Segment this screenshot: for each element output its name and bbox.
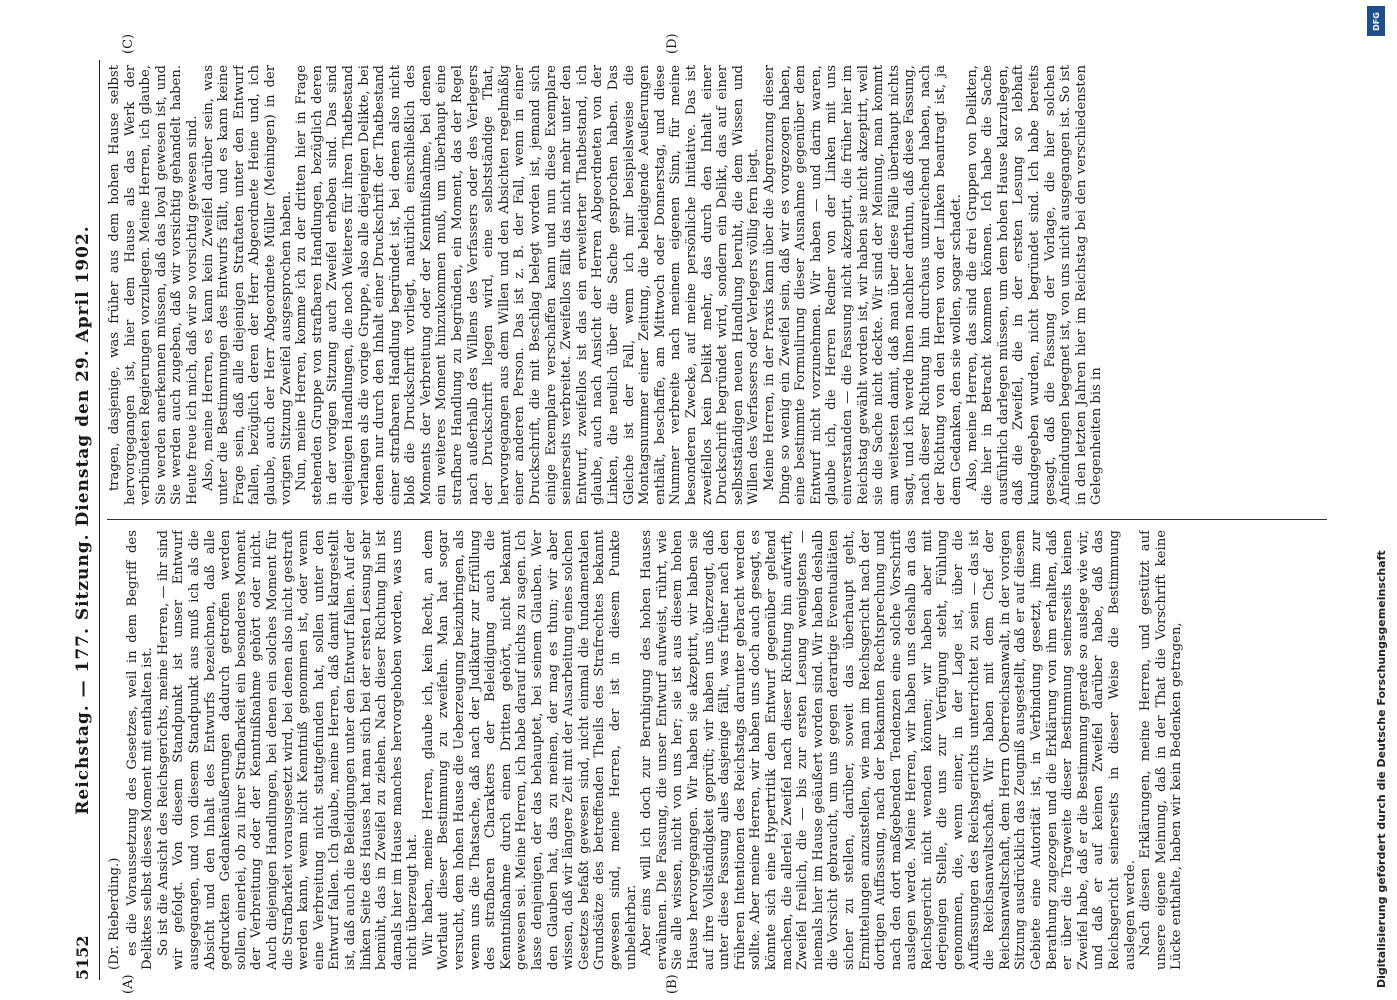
- paragraph: Aber eins will ich doch zur Beruhigung des hohen Hauses erwähnen. Die Fassung, die unser Entwurf aufweist, rührt, wie Sie alle wissen, nicht von uns her; sie ist aus diesem hohen Hause hervorgegangen. Wir haben sie akzeptirt, wir haben sie auf ihre Vollständigkeit geprüft; wir haben uns überzeugt, daß unter diese Fassung alles dasjenige fällt, was früher nach den früheren Intentionen des Reichstags darunter gebracht werden sollte. Aber meine Herren, wir haben uns doch auch gesagt, es könnte sich eine Hypertritik dem Entwurf gegenüber geltend machen, die allerlei Zweifel nach dieser Richtung hin aufwirft, Zweifel freilich, die — bis zur ersten Lesung wenigstens — niemals hier im Hause geäußert worden sind. Wir haben deshalb die Vorsicht gebraucht, um uns gegen derartige Eventualitäten sicher zu stellen, darüber, soweit das überhaupt geht, Ermittelungen anzustellen, wie man im Reichsgericht nach der dortigen Auffassung, nach der bekannten Rechtsprechung und nach den dort maßgebenden Tendenzen eine solche Vorschrift auslegen werde. Meine Herren, wir haben uns deshalb an das Reichsgericht nicht wenden können; wir haben aber mit derjenigen Stelle, die uns zur Verfügung steht, Fühlung genommen, die, wenn einer, in der Lage ist, über die Auffassungen des Reichsgerichts unterrichtet zu sein — das ist die Reichsanwaltschaft. Wir haben mit dem Chef der Reichsanwaltschaft, dem Herrn Oberreichsanwalt, in der vorigen Sitzung ausdrücklich das Zeugniß ausgestellt, daß er auf diesem Gebiete eine Autorität ist, in Verbindung gesetzt, ihm zur Berathung zugezogen und die Erklärung von ihm erhalten, daß er über die Tragweite dieser Bestimmung seinerseits keinen Zweifel habe, daß er die Bestimmung gerade so auslege wie wir, und daß er auf keinen Zweifel darüber habe, daß das Reichsgericht seinerseits in dieser Weise die Bestimmung auslegen werde.: [639, 530, 1138, 970]
- margin-marker-b: (B): [665, 974, 680, 994]
- document-page: [55, 33, 1345, 1000]
- paragraph: es die Voraussetzung des Gesetzes, weil in dem Begriff des Deliktes selbst dieses Moment mit enthalten ist.: [124, 530, 156, 970]
- watermark-text: Digitalisierung gefördert durch die Deutsche Forschungsgemeinschaft: [1375, 550, 1388, 988]
- speaker-label: (Dr. Rieberding.): [107, 857, 122, 970]
- header-rule: [99, 60, 100, 980]
- paragraph: tragen, dasjenige, was früher aus dem hohen Hause selbst hervorgegangen ist, hier dem Hause als das Werk der verbündeten Regierungen vorzulegen. Meine Herren, ich glaube, Sie werden anerkennen müssen, daß das loyal gewesen ist, und Sie werden auch zugeben, daß wir vorsichtig gehandelt haben. Heute freue ich mich, daß wir so vorsichtig gewesen sind.: [107, 65, 200, 505]
- paragraph: Also, meine Herren, das sind die drei Gruppen von Delikten, die hier in Betracht kommen können. Ich habe die Sache ausführlich darlegen müssen, um dem hohen Hause klarzulegen, daß die Zweifel, die in der ersten Lesung so lebhaft kundgegeben wurden, nicht begründet sind. Ich habe bereits gesagt, daß die Fassung der Vorlage, die hier solchen Anfeindungen begegnet ist, von uns nicht ausgegangen ist. So ist in den letzten Jahren hier im Reichstag bei den verschiedensten Gelegenheiten bis in: [964, 65, 1105, 505]
- column-divider: [107, 519, 1327, 520]
- margin-marker-c: (C): [121, 33, 136, 54]
- right-text-column: [107, 65, 1327, 505]
- paragraph: Nun, meine Herren, komme ich zu der dritten hier in Frage stehenden Gruppe von strafbaren Handlungen, bezüglich deren in der vorigen Sitzung auch Zweifel erhoben sind. Das sind diejenigen Handlungen, die noch Weiteres für ihren Thatbestand verlangen als die vorige Gruppe, also alle diejenigen Delikte, bei denen nur durch den Inhalt einer Druckschrift der Thatbestand einer strafbaren Handlung begründet ist, bei denen also nicht bloß die Druckschrift vorliegt, natürlich einschließlich des Moments der Verbreitung oder der Kenntnißnahme, bei denen ein weiteres Moment hinzukommen muß, um überhaupt eine strafbare Handlung zu begründen, ein Moment, das der Regel nach außerhalb des Willens des Verfassers oder des Verlegers der Druckschrift liegen wird, eine selbstständige That, hervorgegangen aus dem Willen und den Absichten regelmäßig einer anderen Person. Das ist z. B. der Fall, wenn in einer Druckschrift, die mit Beschlag belegt worden ist, jemand sich einige Exemplare verschaffen kann und nun diese Exemplare seinerseits verbreitet. Zweifellos fällt das nicht mehr unter den Entwurf, zweifellos ist das ein erweiterter Thatbestand, ich glaube, auch nach Ansicht der Herren Abgeordneten von der Linken, die neulich über die Sache gesprochen haben. Das Gleiche ist der Fall, wenn ich mir beispielsweise die Montagsnummer einer Zeitung, die beleidigende Aeußerungen enthält, beschaffe, am Mittwoch oder Donnerstag, und diese Nummer verbreite nach meinem eigenen Sinn, für meine besonderen Zwecke, auf meine persönliche Initiative. Das ist zweifellos kein Delikt mehr, das durch den Inhalt einer Druckschrift begründet wird, sondern ein Delikt, das auf einer selbstständigen neuen Handlung beruht, die dem Wissen und Willen des Verfassers oder Verlegers völlig fern liegt.: [294, 65, 762, 505]
- paragraph: Also, meine Herren, es kann kein Zweifel darüber sein, was unter die Bestimmungen des Entwurfs fällt, und es kann keine Frage sein, daß alle diejenigen Straftaten unter den Entwurf fallen, bezüglich deren der Herr Abgeordnete Heine und, ich glaube, auch der Herr Abgeordnete Müller (Meiningen) in der vorigen Sitzung Zweifel ausgesprochen haben.: [200, 65, 294, 505]
- page-number: 5152: [73, 935, 92, 980]
- margin-marker-a: (A): [121, 974, 136, 994]
- left-text-column: [107, 530, 1327, 970]
- paragraph: Meine Herren, in der Praxis kann über die Abgrenzung dieser Dinge so wenig ein Zweifel sein, daß wir es vorgezogen haben, eine bestimmte Formulirung dieser Ausnahme gegenüber dem Entwurf nicht vorzunehmen. Wir haben — und darin waren, glaube ich, die Herren Redner von der Linken mit uns einverstanden — die Fassung nicht akzeptirt, die früher hier im Reichstag gewählt worden ist, wir haben sie nicht akzeptirt, weil sie die Sache nicht deckte. Wir sind der Meinung, man kommt am weitesten damit, daß man über diese Fälle überhaupt nichts sagt, und ich werde Ihnen nachher darthun, daß diese Fassung, nach dieser Richtung hin durchaus unzureichend haben, nach der Richtung von den Herren von der Linken beantragt ist, ja dem Gedanken, den sie wollen, sogar schadet.: [761, 65, 965, 505]
- paragraph: Wir haben, meine Herren, glaube ich, kein Recht, an dem Wortlaut dieser Bestimmung zu zweifeln. Man hat sogar versucht, dem hohen Hause die Ueberzeugung beizubringen, als wenn uns die Thatsache, daß nach der Judikatur zur Erfüllung des strafbaren Charakters der Beleidigung auch die Kenntnißnahme durch einen Dritten gehört, nicht bekannt gewesen sei. Meine Herren, ich habe darauf nichts zu sagen. Ich lasse denjenigen, der das behauptet, bei seinem Glauben. Wer den Glauben hat, das zu meinen, der mag es thun; wir aber wissen, daß wir längere Zeit mit der Ausarbeitung eines solchen Gesetzes befaßt gewesen sind, nicht einmal die fundamentalen Grundsätze des betreffenden Theils des Strafrechtes bekannt gewesen sind, meine Herren, der ist in diesem Punkte unbelehrbar.: [420, 530, 639, 970]
- page-title: Reichstag. — 177. Sitzung. Dienstag den 29. April 1902.: [73, 225, 93, 815]
- paragraph: Nach diesen Erklärungen, meine Herren, und gestützt auf unsere eigene Meinung, daß in der That die Vorschrift keine Lücke enthalte, haben wir kein Bedenken getragen,: [1138, 530, 1185, 970]
- page-header: [67, 60, 103, 980]
- margin-marker-d: (D): [665, 33, 680, 54]
- paragraph: So ist die Ansicht des Reichsgerichts, meine Herren, — ihr sind wir gefolgt. Von diesem Standpunkt ist unser Entwurf ausgegangen, und von diesem Standpunkt aus muß ich als die Absicht und den Inhalt des Entwurfs bezeichnen, daß alle gedruckten Gedankenäußerungen dadurch getroffen werden sollen, einerlei, ob zu ihrer Strafbarkeit ein besonderes Moment der Verbreitung oder der Kenntnißnahme gehört oder nicht. Auch diejenigen Handlungen, bei denen ein solches Moment für die Strafbarkeit vorausgesetzt wird, bei denen also nicht gestraft werden kann, wenn nicht Kenntniß genommen ist, oder wenn eine Verbreitung nicht stattgefunden hat, sollen unter den Entwurf fallen. Ich glaube, meine Herren, daß damit klargestellt ist, daß auch die Beleidigungen unter den Entwurf fallen. Auf der linken Seite des Hauses hat man sich bei der ersten Lesung sehr bemüht, das in Zweifel zu ziehen. Nach dieser Richtung hin ist damals hier im Hause manches hervorgehoben worden, was uns nicht überzeugt hat.: [155, 530, 421, 970]
- dfg-logo-icon: DFG: [1367, 6, 1385, 36]
- digitization-watermark: [1361, 0, 1391, 1000]
